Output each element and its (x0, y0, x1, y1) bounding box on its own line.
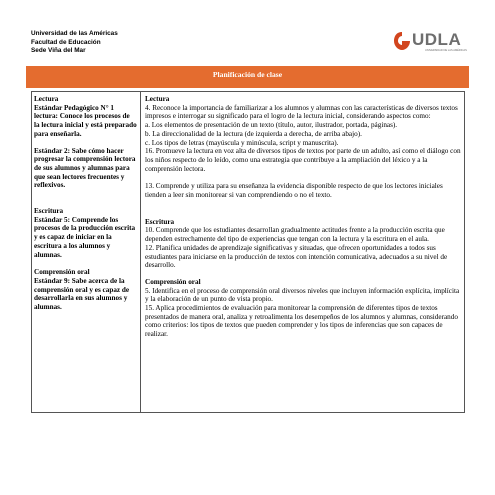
oral-heading-right: Comprensión oral (145, 277, 201, 286)
indicator-16: 16. Promueve la lectura en voz alta de diversos tipos de textos por parte de un adulto, así como el diálogo con los niños respecto de lo leído, como una estrategia que contribuye a la ampliación del léxico y a la comprensión lectora. (145, 147, 461, 173)
page-title: Planificación de clase (26, 66, 469, 88)
campus-name: Sede Viña del Mar (31, 47, 86, 55)
logo-mark-icon (393, 31, 411, 51)
escritura-heading-right: Escritura (145, 217, 175, 226)
udla-logo (393, 27, 473, 57)
logo-tagline: UNIVERSIDAD DE LAS AMÉRICAS (425, 49, 467, 52)
indicator-5: 5. Identifica en el proceso de comprensión oral diversos niveles que incluyen información explícita, implícita y la elaboración de un punto de vista propio. (145, 286, 460, 304)
indicator-4b: b. La direccionalidad de la lectura (de izquierda a derecha, de arriba abajo). (145, 129, 362, 138)
standard-9: Estándar 9: Sabe acerca de la comprensión oral y es capaz de desarrollarla en sus alumnos y alumnas. (34, 276, 130, 312)
faculty-name: Facultad de Educación (31, 38, 101, 46)
planning-table (31, 91, 465, 413)
lectura-heading-right: Lectura (145, 95, 170, 103)
university-name: Universidad de las Américas (31, 30, 118, 37)
column-divider (140, 92, 141, 412)
indicator-4: 4. Reconoce la importancia de familiarizar a los alumnos y alumnas con las características de diversos textos impresos e interrogar su significado para el logro de la lectura inicial, considerando aspectos como: (145, 103, 458, 121)
standard-2: Estándar 2: Sabe cómo hacer progresar la comprensión lectora de sus alumnos y alumnas para que sean lectores frecuentes y reflexivos. (34, 146, 136, 190)
standards-column (34, 95, 137, 312)
indicator-4c: c. Los tipos de letras (mayúscula y minúscula, script y manuscrita). (145, 138, 339, 147)
indicator-13: 13. Comprende y utiliza para su enseñanza la evidencia disponible respecto de que los lectores iniciales tienden a leer sin monitorear si van comprendiendo o no el texto. (145, 182, 443, 200)
indicator-12: 12. Planifica unidades de aprendizaje significativas y situadas, que ofrecen oportunidades a todos sus estudiantes para iniciarse en la producción de textos con intención comunicativa, adecuados a su nivel de desarrollo. (145, 243, 448, 270)
oral-heading-left: Comprensión oral (34, 268, 90, 277)
lectura-heading-left: Lectura (34, 95, 59, 103)
indicator-15: 15. Aplica procedimientos de evaluación para monitorear la comprensión de diferentes tipos de textos presentados de manera oral, analiza y retroalimenta los desempeños de los alumnos y alumnas, considerando como criterios: los tipos de textos que pueden comprender y los tipos de inferencias que son capaces de realizar. (145, 304, 458, 339)
indicator-4a: a. Los elementos de presentación de un texto (título, autor, ilustrador, portada, páginas). (145, 121, 398, 130)
indicators-column (145, 95, 463, 339)
institution-block (31, 30, 118, 56)
escritura-heading-left: Escritura (34, 207, 64, 216)
standard-1: Estándar Pedagógico N° 1 lectura: Conoce los procesos de la lectura inicial y está preparado para enseñarla. (34, 103, 137, 138)
indicator-10: 10. Comprende que los estudiantes desarrollan gradualmente actitudes frente a la producción escrita que dependen estrechamente del tipo de experiencias que tengan con la lectura y la escritura en el aula. (145, 226, 445, 244)
logo-wordmark: UDLA (412, 30, 462, 49)
standard-5: Estándar 5: Comprende los procesos de la producción escrita y es capaz de iniciar en la escritura a los alumnos y alumnas. (34, 215, 136, 259)
